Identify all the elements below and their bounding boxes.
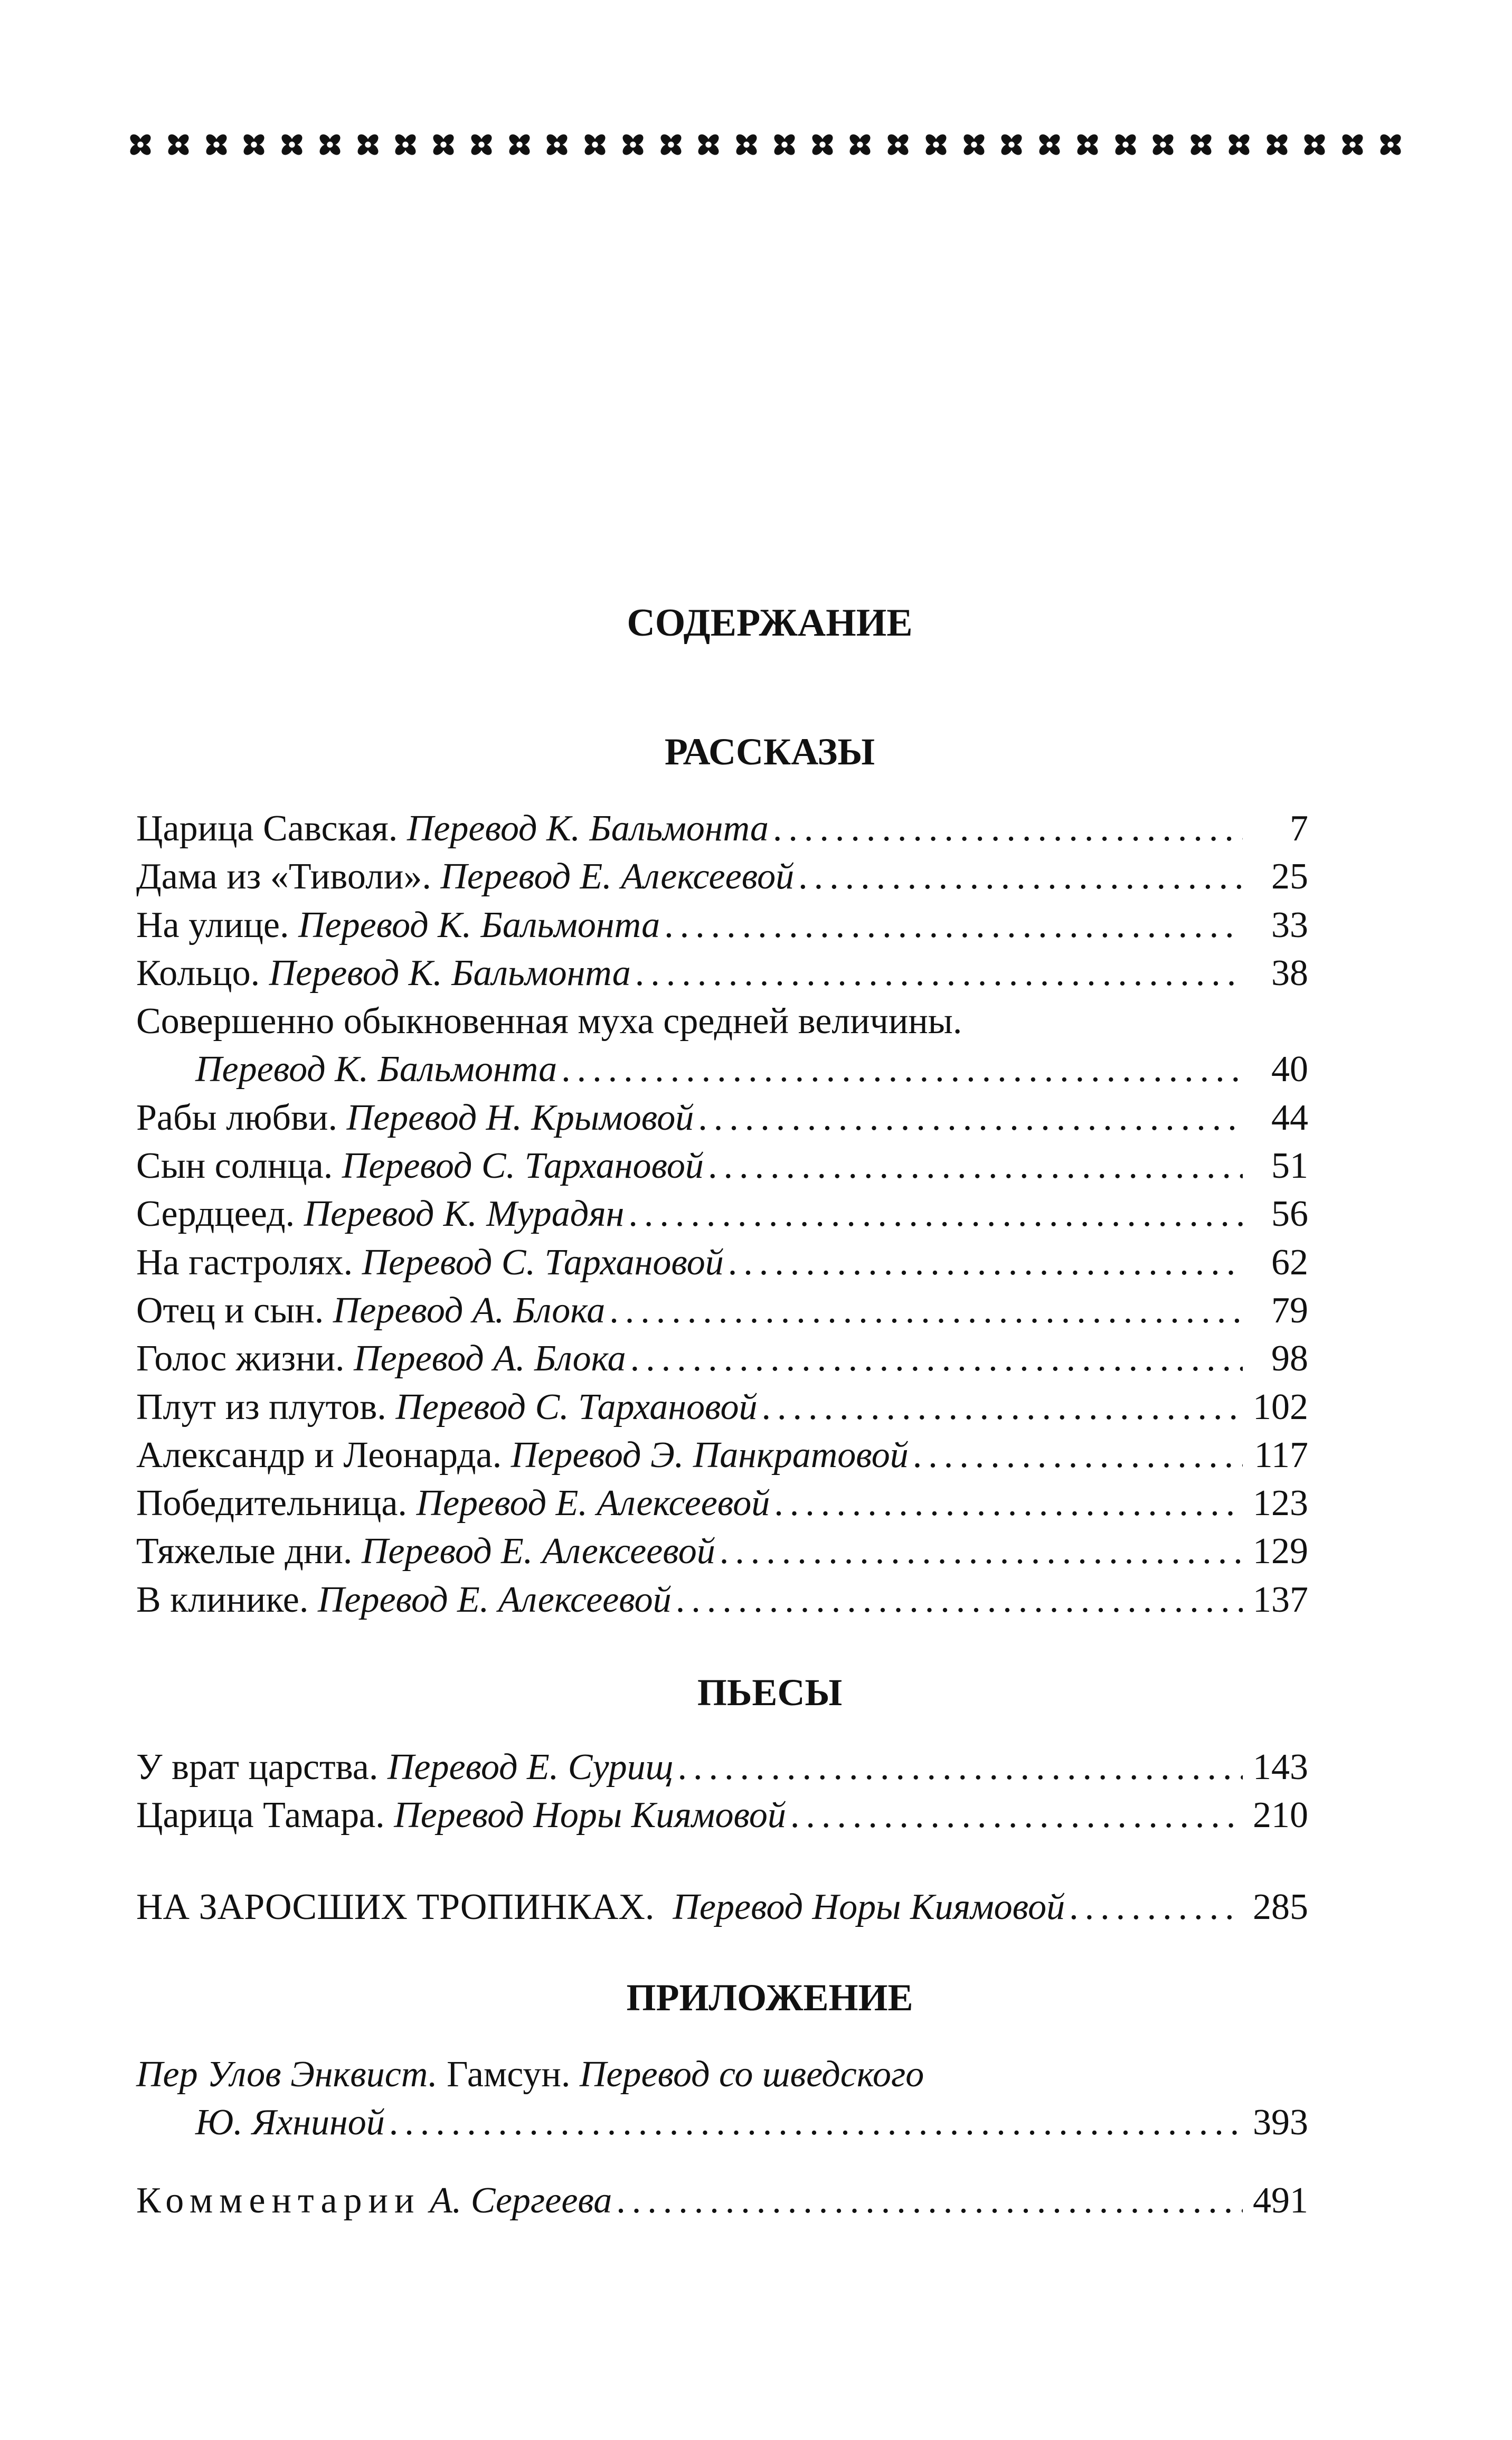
- entry-title: Совершенно обыкновенная муха средней величины.: [136, 1001, 962, 1042]
- star-flower-icon: [1225, 131, 1253, 158]
- entry-title: Победительница.: [136, 1483, 407, 1524]
- entry-page: 491: [1253, 2180, 1308, 2221]
- toc-entry[interactable]: [136, 853, 1308, 901]
- star-flower-icon: [127, 131, 154, 158]
- star-flower-icon: [846, 131, 874, 158]
- entry-translator: Перевод К. Мурадян: [304, 1194, 625, 1235]
- section-title-stories: РАССКАЗЫ: [664, 731, 875, 773]
- entry-title: На улице.: [136, 904, 289, 945]
- entry-translator: Перевод Е. Алексеевой: [317, 1579, 672, 1620]
- entry-translator: Перевод Норы Киямовой: [394, 1795, 786, 1836]
- star-flower-icon: [1187, 131, 1215, 158]
- leader-dots: [389, 2098, 1243, 2146]
- leader-dots: [630, 1335, 1243, 1383]
- leader-dots: [773, 805, 1243, 853]
- entry-translator: Перевод К. Бальмонта: [195, 1049, 557, 1090]
- star-flower-icon: [1301, 131, 1328, 158]
- entry-title: Сын солнца.: [136, 1146, 333, 1187]
- entry-title: Плут из плутов.: [136, 1386, 386, 1427]
- stories-list: [136, 805, 1308, 1624]
- section-title-appendix: ПРИЛОЖЕНИЕ: [626, 1976, 913, 2019]
- leader-dots: [677, 1743, 1243, 1791]
- entry-title: Сердцеед.: [136, 1194, 295, 1235]
- entry-translator: Перевод К. Бальмонта: [407, 808, 769, 849]
- toc-entry[interactable]: [136, 1791, 1308, 1839]
- appendix-title-line[interactable]: [136, 2050, 1308, 2098]
- toc-entry[interactable]: [136, 1527, 1308, 1575]
- entry-page: 98: [1271, 1338, 1308, 1379]
- toc-entry[interactable]: [136, 1743, 1308, 1791]
- star-flower-icon: [506, 131, 533, 158]
- entry-page: 40: [1271, 1049, 1308, 1090]
- plays-list: [136, 1743, 1308, 1840]
- entry-title: НА ЗАРОСШИХ ТРОПИНКАХ.: [136, 1886, 655, 1927]
- entry-page: 56: [1271, 1194, 1308, 1235]
- entry-page: 123: [1253, 1483, 1308, 1524]
- star-flower-icon: [1112, 131, 1139, 158]
- toc-entry[interactable]: [136, 901, 1308, 949]
- appendix-continuation[interactable]: [136, 2098, 1308, 2146]
- entry-page: 117: [1254, 1434, 1308, 1476]
- entry-title: Дама из «Тиволи».: [136, 856, 431, 897]
- entry-title: Кольцо.: [136, 952, 260, 994]
- toc-entry[interactable]: [136, 1479, 1308, 1527]
- appendix-translation-note: Перевод со шведского: [579, 2054, 924, 2095]
- star-flower-icon: [733, 131, 760, 158]
- entry-page: 62: [1271, 1242, 1308, 1283]
- star-flower-icon: [203, 131, 230, 158]
- leader-dots: [628, 1190, 1243, 1238]
- leader-dots: [913, 1431, 1243, 1479]
- section-title-plays: ПЬЕСЫ: [697, 1671, 843, 1714]
- entry-translator: Перевод Е. Алексеевой: [361, 1531, 715, 1572]
- star-flower-icon: [543, 131, 571, 158]
- entry-title: В клинике.: [136, 1579, 309, 1620]
- leader-dots: [790, 1791, 1243, 1839]
- entry-page: 44: [1271, 1097, 1308, 1138]
- leader-dots: [720, 1527, 1243, 1575]
- entry-page: 210: [1253, 1795, 1308, 1836]
- leader-dots: [1069, 1883, 1243, 1931]
- star-flower-icon: [278, 131, 306, 158]
- entry-translator: Перевод А. Блока: [333, 1290, 606, 1331]
- leader-dots: [798, 853, 1243, 901]
- star-flower-icon: [468, 131, 495, 158]
- entry-translator: Перевод Е. Алексеевой: [416, 1483, 770, 1524]
- star-flower-icon: [316, 131, 344, 158]
- entry-translator: Перевод С. Тархановой: [342, 1146, 704, 1187]
- table-of-contents: [136, 591, 1308, 2225]
- star-flower-icon: [240, 131, 268, 158]
- leader-dots: [708, 1142, 1243, 1190]
- star-flower-icon: [581, 131, 609, 158]
- entry-title: Александр и Леонарда.: [136, 1434, 502, 1476]
- star-flower-icon: [1339, 131, 1366, 158]
- star-flower-icon: [1074, 131, 1101, 158]
- entry-translator: Перевод Е. Сурищ: [387, 1747, 674, 1788]
- leader-dots: [561, 1045, 1243, 1093]
- entry-title: Голос жизни.: [136, 1338, 345, 1379]
- leader-dots: [728, 1238, 1243, 1287]
- entry-page: 393: [1253, 2102, 1308, 2143]
- star-flower-icon: [392, 131, 419, 158]
- appendix-work: Гамсун.: [447, 2054, 571, 2095]
- leader-dots: [774, 1479, 1243, 1527]
- toc-entry[interactable]: [136, 1190, 1308, 1238]
- entry-page: 102: [1253, 1386, 1308, 1427]
- ornament-border: [127, 118, 1404, 171]
- entry-translator: Перевод К. Бальмонта: [269, 952, 631, 994]
- entry-translator: Перевод Э. Панкратовой: [511, 1434, 909, 1476]
- leader-dots: [698, 1094, 1243, 1142]
- star-flower-icon: [1149, 131, 1177, 158]
- entry-translator: Перевод Н. Крымовой: [346, 1097, 694, 1138]
- star-flower-icon: [960, 131, 988, 158]
- toc-entry-commentary[interactable]: [136, 2177, 1308, 2225]
- entry-page: 38: [1271, 952, 1308, 994]
- entry-title: Отец и сын.: [136, 1290, 324, 1331]
- entry-page: 33: [1271, 904, 1308, 945]
- entry-title: Тяжелые дни.: [136, 1531, 353, 1572]
- star-flower-icon: [430, 131, 457, 158]
- star-flower-icon: [1377, 131, 1404, 158]
- star-flower-icon: [619, 131, 647, 158]
- star-flower-icon: [771, 131, 798, 158]
- entry-title: Царица Тамара.: [136, 1795, 385, 1836]
- toc-entry[interactable]: [136, 1094, 1308, 1142]
- star-flower-icon: [354, 131, 382, 158]
- entry-title: Рабы любви.: [136, 1097, 338, 1138]
- toc-entry[interactable]: [136, 1576, 1308, 1624]
- toc-entry[interactable]: [136, 1335, 1308, 1383]
- toc-entry-title-line[interactable]: [136, 997, 1308, 1045]
- entry-title: У врат царства.: [136, 1747, 379, 1788]
- star-flower-icon: [884, 131, 912, 158]
- appendix-author: Пер Улов Энквист.: [136, 2054, 438, 2095]
- toc-entry[interactable]: [136, 1238, 1308, 1287]
- leader-dots: [761, 1383, 1243, 1431]
- leader-dots: [616, 2177, 1243, 2225]
- entry-translator: Перевод А. Блока: [354, 1338, 626, 1379]
- entry-page: 137: [1253, 1579, 1308, 1620]
- entry-title: На гастролях.: [136, 1242, 353, 1283]
- star-flower-icon: [695, 131, 722, 158]
- entry-page: 129: [1253, 1531, 1308, 1572]
- star-flower-icon: [809, 131, 836, 158]
- star-flower-icon: [1036, 131, 1063, 158]
- entry-page: 7: [1290, 808, 1308, 849]
- entry-translator: Перевод Е. Алексеевой: [440, 856, 795, 897]
- toc-entry[interactable]: [136, 805, 1308, 853]
- leader-dots: [676, 1576, 1243, 1624]
- star-flower-icon: [1263, 131, 1291, 158]
- star-flower-icon: [998, 131, 1025, 158]
- toc-entry-overgrown-paths[interactable]: [136, 1883, 1308, 1931]
- star-flower-icon: [165, 131, 192, 158]
- toc-entry[interactable]: [136, 1431, 1308, 1479]
- entry-translator: Перевод К. Бальмонта: [298, 904, 660, 945]
- commentary-label: Комментарии: [136, 2180, 421, 2221]
- leader-dots: [609, 1287, 1243, 1335]
- entry-page: 79: [1271, 1290, 1308, 1331]
- entry-translator: Перевод С. Тархановой: [362, 1242, 724, 1283]
- commentary-author: А. Сергеева: [429, 2180, 612, 2221]
- entry-translator: Перевод Норы Киямовой: [673, 1886, 1065, 1927]
- toc-entry[interactable]: [136, 1142, 1308, 1190]
- page-title: СОДЕРЖАНИЕ: [627, 601, 913, 645]
- entry-page: 285: [1253, 1886, 1308, 1927]
- entry-translator: Ю. Яхниной: [195, 2102, 385, 2143]
- toc-entry[interactable]: [136, 1287, 1308, 1335]
- entry-page: 143: [1253, 1747, 1308, 1788]
- entry-title: Царица Савская.: [136, 808, 398, 849]
- leader-dots: [635, 949, 1243, 997]
- entry-page: 25: [1271, 856, 1308, 897]
- entry-page: 51: [1271, 1146, 1308, 1187]
- star-flower-icon: [922, 131, 950, 158]
- toc-entry[interactable]: [136, 949, 1308, 997]
- entry-translator: Перевод С. Тархановой: [395, 1386, 758, 1427]
- star-flower-icon: [657, 131, 685, 158]
- toc-entry-continuation[interactable]: [136, 1045, 1308, 1093]
- toc-entry[interactable]: [136, 1383, 1308, 1431]
- leader-dots: [664, 901, 1243, 949]
